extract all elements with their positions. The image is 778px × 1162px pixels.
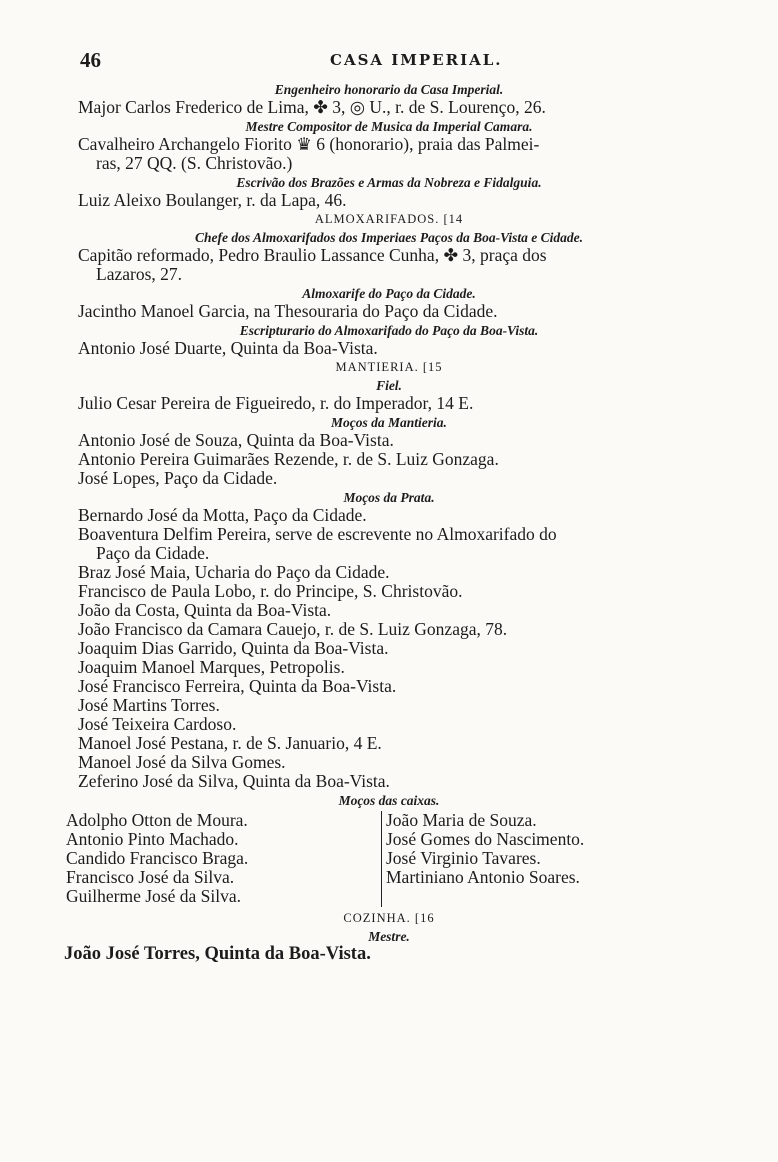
left-column [66,811,366,906]
section-heading: Fiel. [376,378,402,393]
section-heading: Moços das caixas. [338,793,440,808]
entry: Luiz Aleixo Boulanger, r. da Lapa, 46. [78,190,347,210]
entry: Antonio Pereira Guimarães Rezende, r. de S. Luiz Gonzaga. [78,449,499,469]
entry: José Teixeira Cardoso. [78,714,237,734]
section-heading: Almoxarife do Paço da Cidade. [302,286,476,301]
entry: João da Costa, Quinta da Boa-Vista. [78,600,332,620]
section-heading: Mestre. [368,929,410,944]
entry: Candido Francisco Braga. [66,848,249,868]
chapter-title: ALMOXARIFADOS. [14 [314,212,464,226]
page-header [80,48,720,74]
section-heading: Escrivão dos Brazões e Armas da Nobreza e Fidalguia. [236,175,542,190]
entry: Braz José Maia, Ucharia do Paço da Cidade. [78,562,390,582]
entry: José Francisco Ferreira, Quinta da Boa-Vista. [78,676,397,696]
entry: Major Carlos Frederico de Lima, ✤ 3, ◎ U., r. de S. Lourenço, 26. [78,97,546,117]
entry: Adolpho Otton de Moura. [66,810,248,830]
running-title: CASA IMPERIAL. [330,51,503,69]
entry: Antonio José de Souza, Quinta da Boa-Vista. [78,430,394,450]
section-heading: Moços da Mantieria. [331,415,447,430]
entry: João Francisco da Camara Cauejo, r. de S. Luiz Gonzaga, 78. [78,619,508,639]
entry: Cavalheiro Archangelo Fiorito ♛ 6 (honorario), praia das Palmei- [78,134,540,154]
two-column-list [0,811,778,909]
entry: José Lopes, Paço da Cidade. [78,468,278,488]
entry: Bernardo José da Motta, Paço da Cidade. [78,505,367,525]
entry: Antonio José Duarte, Quinta da Boa-Vista. [78,338,378,358]
page-number: 46 [80,48,101,72]
entry: João Maria de Souza. [386,810,537,830]
entry: Francisco José da Silva. [66,867,235,887]
entry: João José Torres, Quinta da Boa-Vista. [64,944,371,964]
chapter-title: COZINHA. [16 [343,911,435,925]
entry: Zeferino José da Silva, Quinta da Boa-Vista. [78,771,390,791]
entry: Joaquim Dias Garrido, Quinta da Boa-Vista. [78,638,389,658]
entry: José Martins Torres. [78,695,220,715]
entry: Francisco de Paula Lobo, r. do Principe, S. Christovão. [78,581,463,601]
entry-continuation: Paço da Cidade. [96,543,210,563]
entry: Antonio Pinto Machado. [66,829,239,849]
entry: Joaquim Manoel Marques, Petropolis. [78,657,345,677]
entry: Manoel José da Silva Gomes. [78,752,286,772]
entry-continuation: Lazaros, 27. [96,264,183,284]
chapter-title: MANTIERIA. [15 [335,360,443,374]
section-heading: Chefe dos Almoxarifados dos Imperiaes Paços da Boa-Vista e Cidade. [195,230,583,245]
section-heading: Engenheiro honorario da Casa Imperial. [274,82,504,97]
entry: Capitão reformado, Pedro Braulio Lassance Cunha, ✤ 3, praça dos [78,245,547,265]
section-heading: Escripturario do Almoxarifado do Paço da Boa-Vista. [239,323,539,338]
entry-continuation: ras, 27 QQ. (S. Christovão.) [96,153,293,173]
right-column [381,811,686,907]
section-heading: Mestre Compositor de Musica da Imperial Camara. [245,119,533,134]
entry: Martiniano Antonio Soares. [386,867,580,887]
document-body [0,80,778,964]
entry: Boaventura Delfim Pereira, serve de escrevente no Almoxarifado do [78,524,557,544]
entry: Manoel José Pestana, r. de S. Januario, 4 E. [78,733,382,753]
entry: José Virginio Tavares. [386,848,541,868]
entry: Julio Cesar Pereira de Figueiredo, r. do Imperador, 14 E. [78,393,474,413]
entry: José Gomes do Nascimento. [386,829,585,849]
section-heading: Moços da Prata. [343,490,435,505]
entry: Jacintho Manoel Garcia, na Thesouraria do Paço da Cidade. [78,301,498,321]
entry: Guilherme José da Silva. [66,886,241,906]
